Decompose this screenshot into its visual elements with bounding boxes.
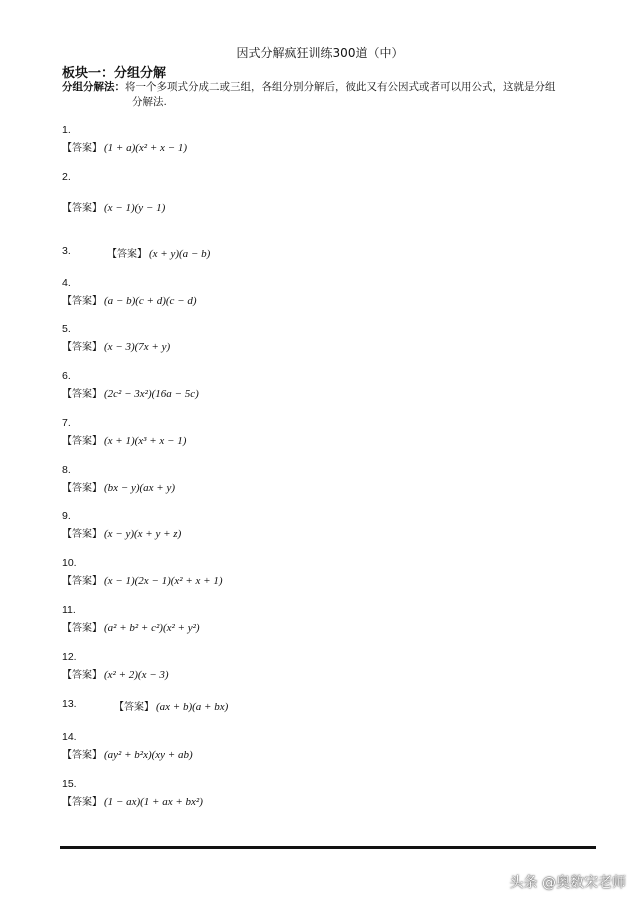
answer-line [62, 432, 186, 447]
answer-expression: (x − 1)(2x − 1)(x² + x + 1) [104, 575, 223, 587]
answer-expression: (1 + a)(x² + x − 1) [104, 142, 187, 154]
method-text-line2: 分解法. [132, 96, 167, 108]
answer-expression: (ax + b)(a + bx) [156, 701, 229, 713]
answer-tag: 【答案】 [62, 529, 102, 540]
problem-number: 7. [62, 417, 71, 429]
problem-number: 9. [62, 510, 71, 522]
problem-number: 5. [62, 323, 71, 335]
answer-line [62, 572, 223, 587]
problem-number: 3. [62, 245, 71, 257]
answer-line [62, 199, 165, 214]
answer-tag: 【答案】 [114, 702, 154, 713]
answer-line [62, 666, 169, 681]
answer-line [62, 525, 181, 540]
answer-expression: (x − y)(x + y + z) [104, 528, 182, 540]
problem-number: 4. [62, 277, 71, 289]
answer-expression: (x + y)(a − b) [149, 248, 211, 260]
answer-expression: (x² + 2)(x − 3) [104, 669, 169, 681]
answer-tag: 【答案】 [62, 143, 102, 154]
answer-expression: (bx − y)(ax + y) [104, 482, 176, 494]
answer-expression: (a² + b² + c²)(x² + y²) [104, 622, 200, 634]
answer-line [62, 338, 170, 353]
method-text-line1: 将一个多项式分成二或三组，各组分别分解后，彼此又有公因式或者可以用公式，这就是分组 [125, 81, 556, 93]
problem-number: 6. [62, 370, 71, 382]
answer-line [62, 746, 193, 761]
problem-number: 14. [62, 731, 77, 743]
answer-tag: 【答案】 [62, 389, 102, 400]
problem-number: 12. [62, 651, 77, 663]
answer-tag: 【答案】 [62, 750, 102, 761]
answer-tag: 【答案】 [62, 342, 102, 353]
footer-rule [60, 846, 596, 849]
problem-number: 10. [62, 557, 77, 569]
problem-number: 15. [62, 778, 77, 790]
answer-line [62, 479, 175, 494]
answer-tag: 【答案】 [107, 249, 147, 260]
answer-line [107, 245, 210, 260]
answer-tag: 【答案】 [62, 623, 102, 634]
method-description [62, 80, 602, 110]
answer-tag: 【答案】 [62, 576, 102, 587]
answer-tag: 【答案】 [62, 670, 102, 681]
answer-line [62, 139, 187, 154]
answer-expression: (x − 3)(7x + y) [104, 341, 171, 353]
method-label: 分组分解法： [62, 81, 125, 93]
answer-line [62, 292, 197, 307]
answer-line [62, 385, 199, 400]
answer-tag: 【答案】 [62, 296, 102, 307]
answer-expression: (x + 1)(x³ + x − 1) [104, 435, 187, 447]
answer-expression: (ay² + b²x)(xy + ab) [104, 749, 193, 761]
answer-expression: (a − b)(c + d)(c − d) [104, 295, 197, 307]
watermark: 头条 @奥数宋老师 [509, 875, 626, 891]
page-title: 因式分解疯狂训练300道（中） [236, 46, 404, 60]
problem-number: 2. [62, 171, 71, 183]
answer-line [114, 698, 228, 713]
problem-number: 8. [62, 464, 71, 476]
answer-line [62, 619, 200, 634]
answer-line [62, 793, 203, 808]
answer-tag: 【答案】 [62, 483, 102, 494]
problem-number: 13. [62, 698, 77, 710]
answer-expression: (1 − ax)(1 + ax + bx²) [104, 796, 203, 808]
answer-expression: (x − 1)(y − 1) [104, 202, 166, 214]
problem-number: 11. [62, 604, 76, 616]
answer-tag: 【答案】 [62, 797, 102, 808]
section-heading: 板块一：分组分解 [62, 66, 167, 81]
problem-number: 1. [62, 124, 71, 136]
answer-expression: (2c² − 3x²)(16a − 5c) [104, 388, 199, 400]
answer-tag: 【答案】 [62, 203, 102, 214]
answer-tag: 【答案】 [62, 436, 102, 447]
